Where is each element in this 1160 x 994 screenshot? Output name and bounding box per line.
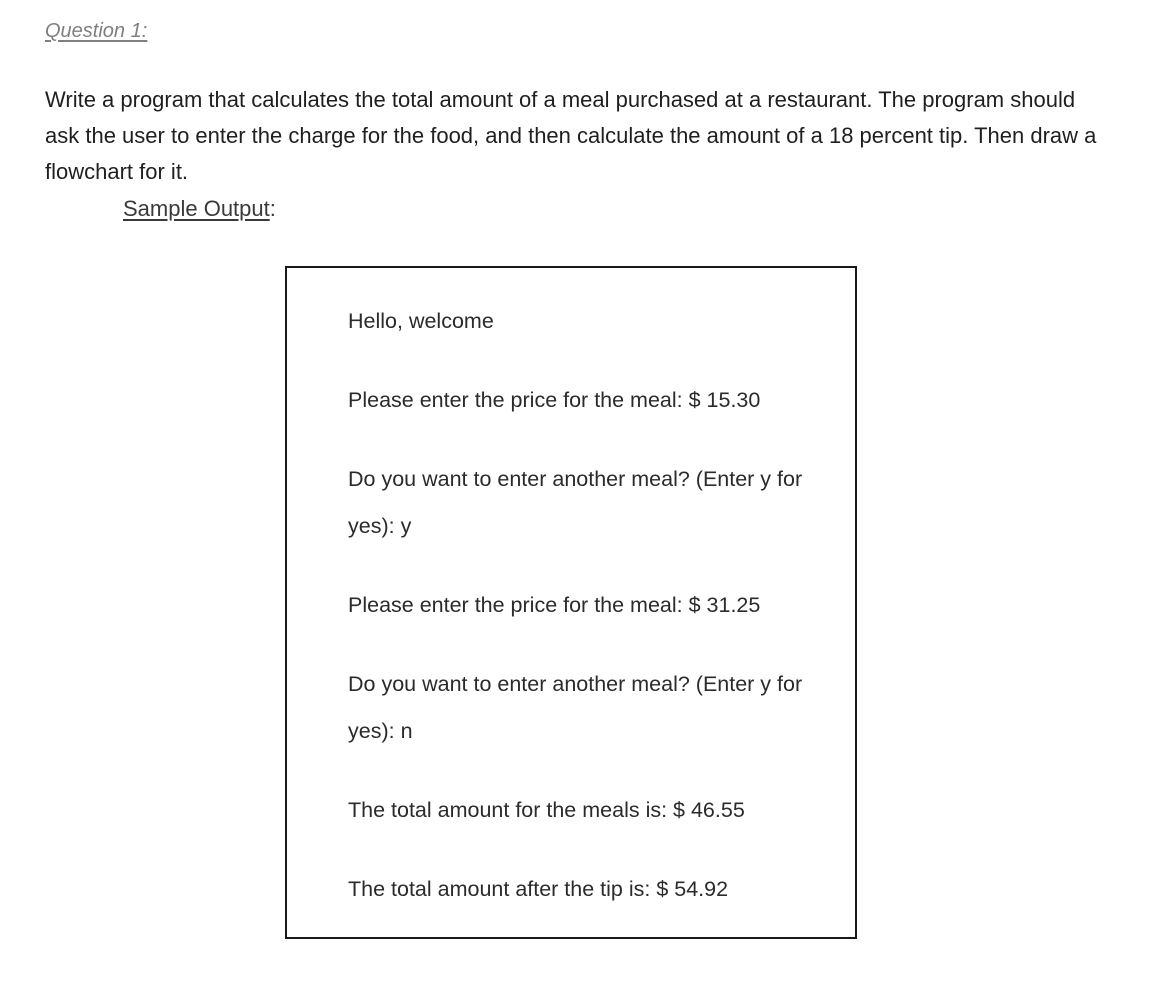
sample-output-label [123,196,276,222]
output-line-price-1: Please enter the price for the meal: $ 15.30 [348,388,761,412]
output-line-total-meals: The total amount for the meals is: $ 46.55 [348,798,745,822]
question-heading: Question 1: [45,20,148,42]
output-line-another-1: Do you want to enter another meal? (Enter y for yes): y [348,467,803,538]
sample-output-colon: : [269,196,276,221]
output-line-welcome: Hello, welcome [348,309,494,333]
sample-output-box [285,266,857,939]
sample-output-label-text: Sample Output [123,196,270,221]
question-prompt: Write a program that calculates the total amount of a meal purchased at a restaurant. The program should ask the user to enter the charge for the food, and then calculate the amount of a 18 percent tip. Then draw a flowchart for it. [45,87,1097,184]
output-line-total-tip: The total amount after the tip is: $ 54.92 [348,877,729,901]
output-line-price-2: Please enter the price for the meal: $ 31.25 [348,593,761,617]
output-line-another-2: Do you want to enter another meal? (Enter y for yes): n [348,672,803,743]
